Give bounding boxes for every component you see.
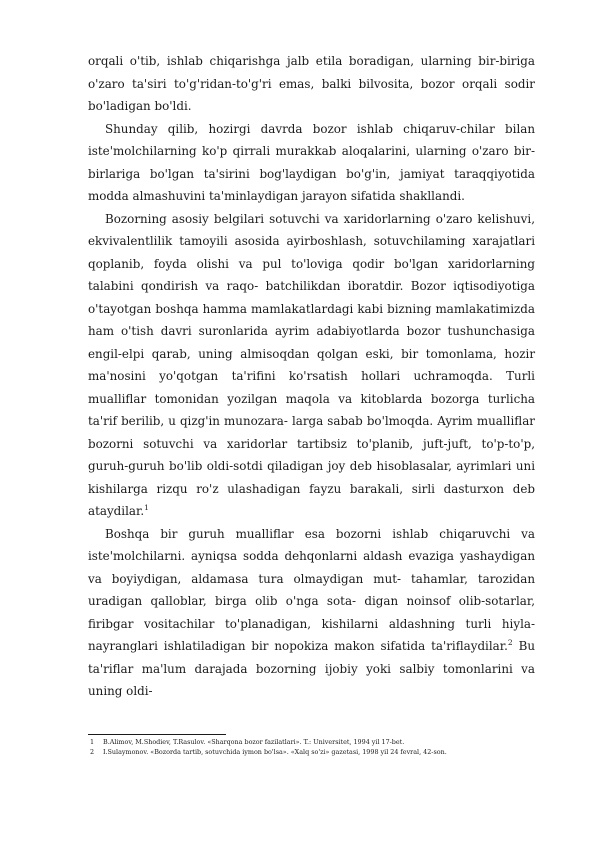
paragraph-4 (88, 523, 535, 703)
footnote-text: I.Sulaymonov. «Bozorda tartib, sotuvchida iymon bo'lsa». «Xalq so'zi» gazetasi, 1998 yil 24 fevral, 42-son. (103, 747, 447, 756)
paragraph-3-text: Bozorning asosiy belgilari sotuvchi va xaridorlarning o'zaro kelishuvi, ekvivalentlilik tamoyili asosida ayirboshlash, sotuvchilaming xarajatlari qoplanib, foyda olishi va pul to'loviga qodir bo'lgan xaridorlarning talabini qondirish va raqo- batchilikdan iboratdir. Bozor iqtisodiyotiga o'tayotgan boshqa hamma mamlakatlardagi kabi bizning mamlakatimizda ham o'tish davri suronlarida ayrim adabiyotlarda bozor tushunchasiga engil-elpi qarab, uning almisoqdan qolgan eski, bir tomonlama, hozir ma'nosini yo'qotgan ta'rifini ko'rsatish hollari uchramoqda. Turli mualliflar tomonidan yozilgan maqola va kitoblarda bozorga turlicha ta'rif berilib, u qizg'in munozara- larga sabab bo'lmoqda. Ayrim mualliflar bozorni sotuvchi va xaridorlar tartibsiz to'planib, juft-juft, to'p-to'p, guruh-guruh bo'lib oldi-sotdi qiladigan joy deb hisoblasalar, ayrimlari uni kishilarga rizqu ro'z ulashadigan fayzu barakali, sirli dasturxon deb ataydilar. (88, 211, 535, 518)
paragraph-1: orqali o'tib, ishlab chiqarishga jalb etila boradigan, ularning bir-biriga o'zaro ta'siri to'g'ridan-to'g'ri emas, balki bilvosita, bozor orqali sodir bo'ladigan bo'ldi. (88, 54, 535, 113)
paragraph-4-text: Boshqa bir guruh mualliflar esa bozorni ishlab chiqaruvchi va iste'molchilarni. ayniqsa sodda dehqonlarni aldash evaziga yashaydigan va boyiydigan, aldamasa tura olmaydigan mut- tahamlar, tarozidan uradigan qalloblar, birga olib o'nga sota- digan noinsof olib-sotarlar, firibgar vositachilar to'planadigan, kishilarni aldashning turli hiyla-nayranglari ishlatiladigan bir nopokiza makon sifatida ta'riflaydilar. (88, 526, 535, 653)
paragraph-4-tail: Bu ta'riflar ma'lum darajada bozorning ijobiy yoki salbiy tomonlarini va uning oldi- (88, 639, 535, 698)
paragraph-3 (88, 208, 535, 523)
footnote-ref-2[interactable]: 2 (507, 638, 513, 648)
footnote-1 (88, 738, 535, 748)
footnote-2 (88, 748, 535, 758)
footnote-text: B.Alimov, M.Shodiev, T.Rasulov. «Sharqona bozor fazilatlari». T.: Universitet, 1994 yil 17-bet. (103, 738, 405, 746)
footnote-ref-1[interactable]: 1 (144, 503, 149, 513)
footnote-number: 1 (90, 738, 95, 746)
footnotes (88, 738, 535, 757)
document-body (88, 50, 535, 703)
footnote-number: 2 (90, 747, 95, 756)
footnote-divider (88, 734, 226, 735)
paragraph-2: Shunday qilib, hozirgi davrda bozor ishlab chiqaruv-chilar bilan iste'molchilarning ko'p qirrali murakkab aloqalarini, ularning o'zaro bir-birlariga bo'lgan ta'sirini bog'laydigan bo'g'in, jamiyat taraqqiyotida modda almashuvini ta'minlaydigan jarayon sifatida shakllandi. (88, 121, 535, 203)
